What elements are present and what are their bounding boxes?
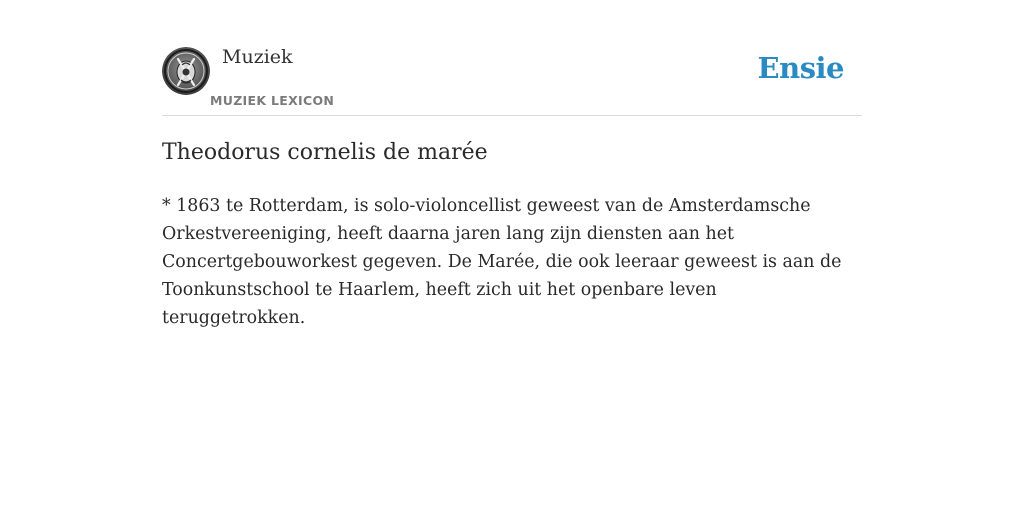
article-body: * 1863 te Rotterdam, is solo-violoncellist geweest van de Amsterdamsche Orkestvereeniging, heeft daarna jaren lang zijn diensten aan het Concertgebouworkest gegeven. De Marée, die ook leeraar geweest is aan de Toonkunstschool te Haarlem, heeft zich uit het openbare leven teruggetrokken.: [162, 196, 842, 328]
header: [162, 40, 862, 116]
page-title: Theodorus cornelis de marée: [162, 140, 488, 165]
brand-logo[interactable]: Ensie: [757, 51, 844, 85]
avatar[interactable]: [162, 47, 210, 95]
music-instruments-emblem-icon: [162, 47, 210, 95]
site-name-link[interactable]: Muziek: [222, 46, 293, 68]
site-subtitle: MUZIEK LEXICON: [210, 93, 335, 108]
